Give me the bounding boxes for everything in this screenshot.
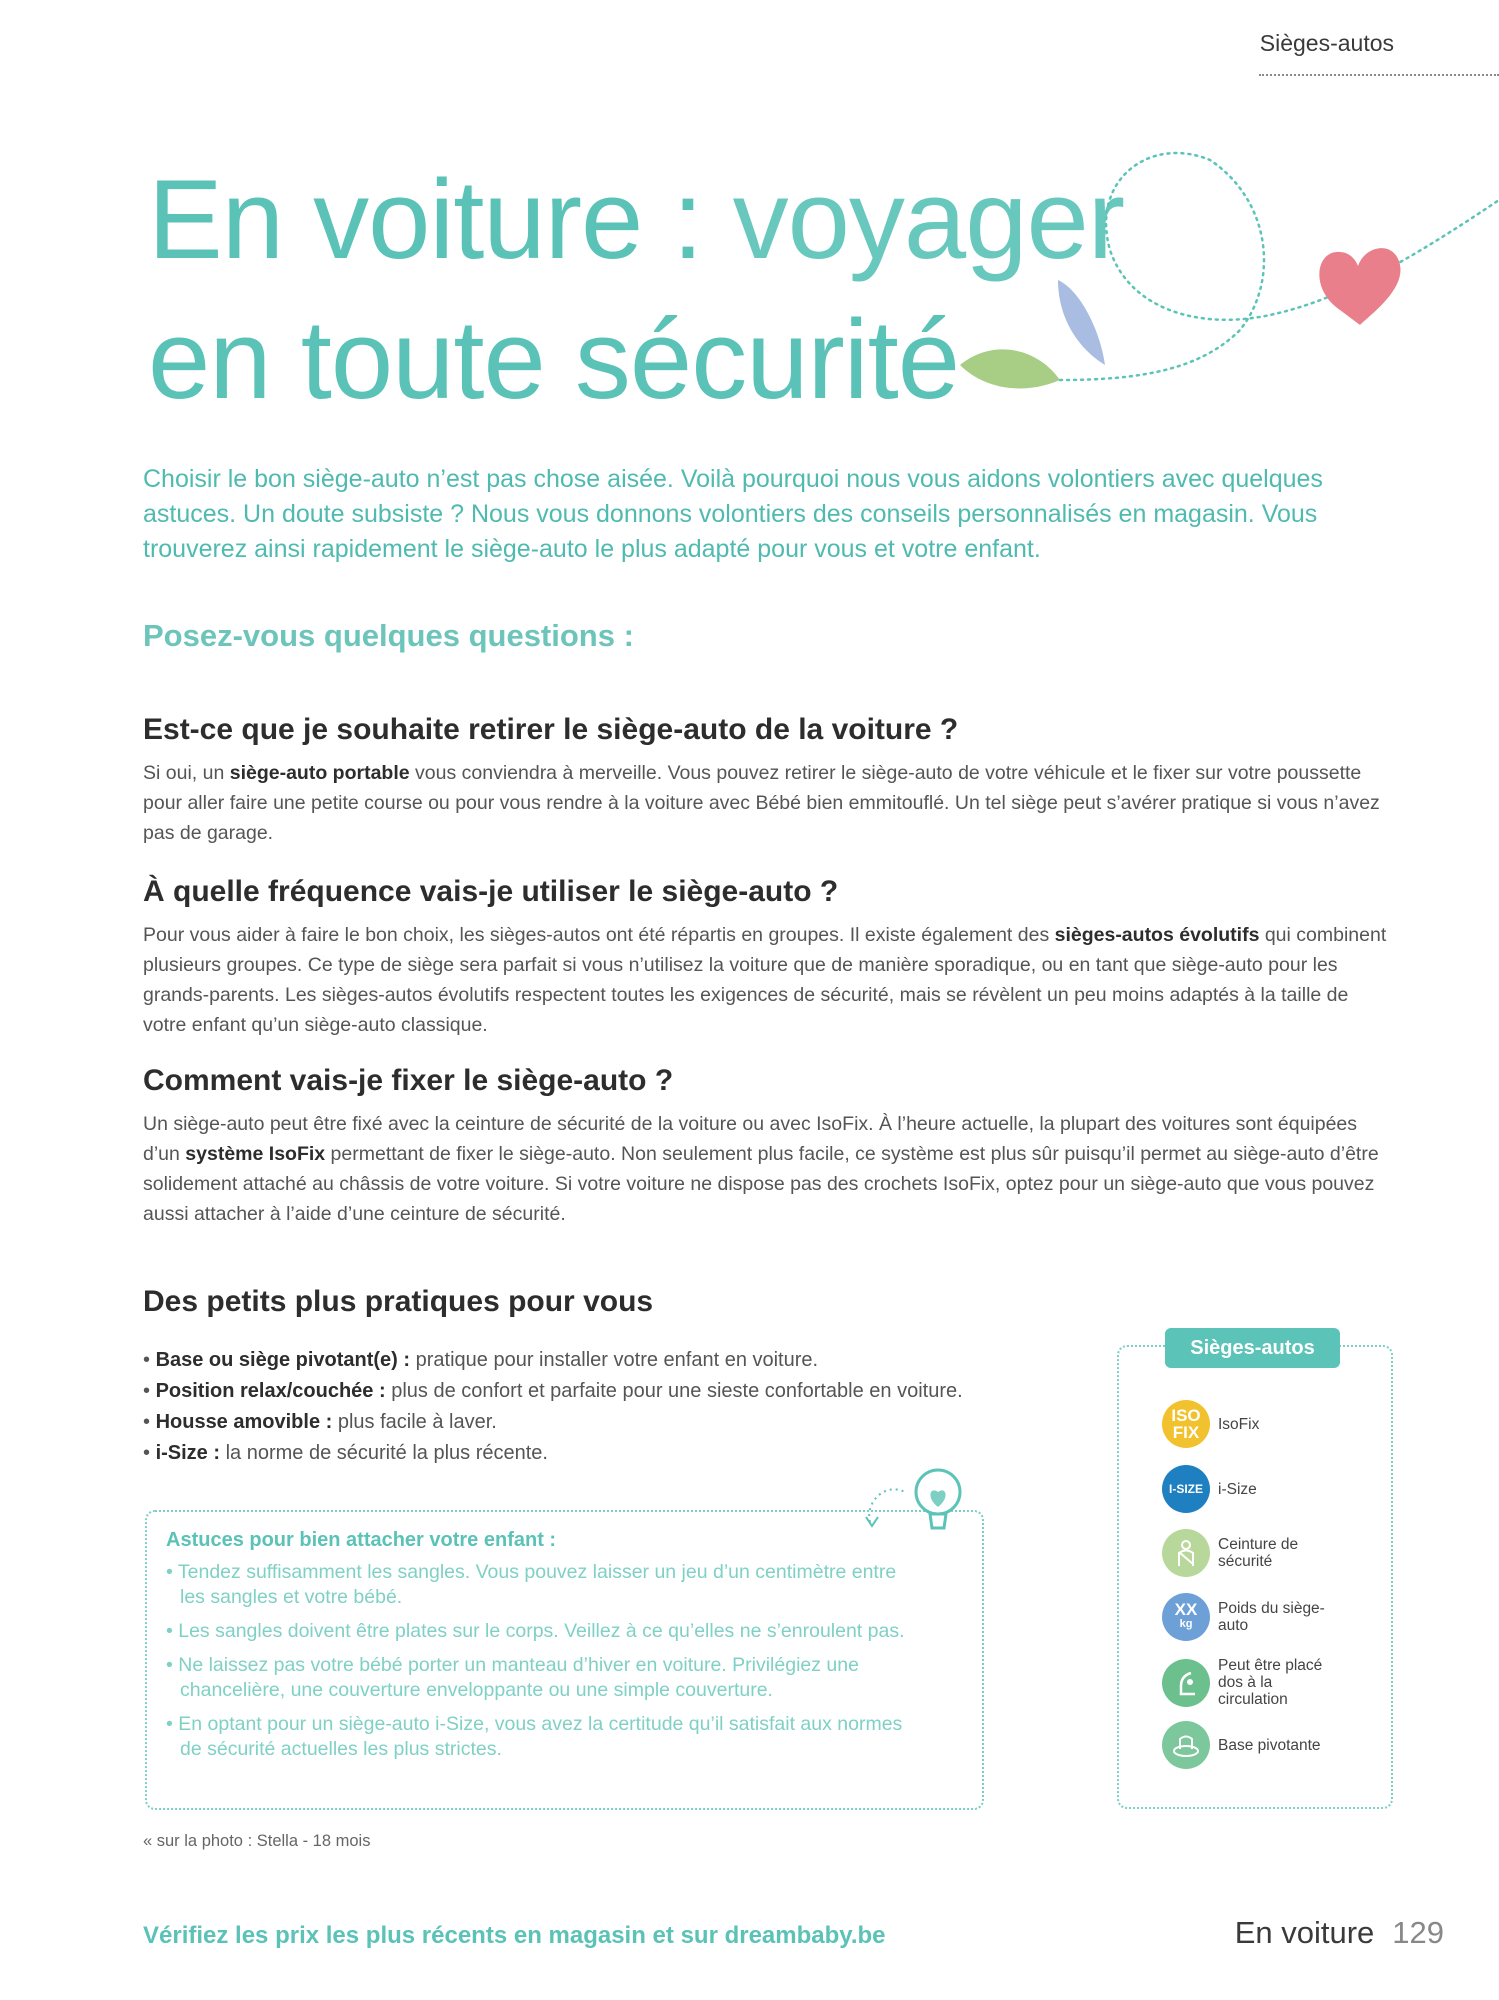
footer-note: Vérifiez les prix les plus récents en magasin et sur dreambaby.be — [143, 1922, 886, 1949]
intro-paragraph: Choisir le bon siège-auto n’est pas chose aisée. Voilà pourquoi nous vous aidons volontiers avec quelques astuces. Un doute subsiste ? Nous vous donnons volontiers des conseils personnalisés en magasin. Vous trouverez ainsi rapidement le siège-auto le plus adapté pour vous et votre enfant. — [143, 465, 1323, 563]
extras-heading: Des petits plus pratiques pour vous — [143, 1285, 654, 1318]
page-number: 129 — [1392, 1915, 1444, 1950]
section-divider — [1259, 74, 1499, 76]
question-answer-1: Si oui, un siège-auto portable vous conviendra à merveille. Vous pouvez retirer le siège-auto de votre véhicule et le fixer sur votre poussette pour aller faire une petite course ou pour vous rendre à la voiture avec Bébé bien emmitouflé. Un tel siège peut s’avérer pratique si vous n’avez pas de garage. — [143, 762, 1380, 844]
extras-list — [143, 1345, 963, 1469]
legend-item-seatbelt — [1162, 1529, 1338, 1577]
footer-section: En voiture — [1234, 1915, 1375, 1950]
title-line1-light: voyager — [732, 157, 1125, 282]
decorative-loop-illustration — [940, 140, 1499, 400]
rear-facing-icon — [1162, 1659, 1210, 1707]
heart-icon — [1319, 248, 1400, 325]
legend-label: Peut être placé dos à la circulation — [1218, 1657, 1323, 1708]
photo-caption: « sur la photo : Stella - 18 mois — [143, 1832, 371, 1850]
legend-label: IsoFix — [1218, 1415, 1260, 1433]
list-item: • Position relax/couchée : plus de confort et parfaite pour une sieste confortable en voiture. — [143, 1380, 963, 1402]
question-answer-2: Pour vous aider à faire le bon choix, les sièges-autos ont été répartis en groupes. Il existe également des sièges-autos évolutifs qui combinent plusieurs groupes. Ce type de siège sera parfait si vous n’utilisez la voiture que de manière sporadique, ou en tant que siège-auto pour les grands-parents. Les sièges-autos évolutifs respectent toutes les exigences de sécurité, mais se révèlent un peu moins adaptés à la taille de votre enfant qu’un siège-auto classique. — [143, 924, 1387, 1036]
isofix-icon: ISO FIX — [1162, 1400, 1210, 1448]
title-line2: en toute sécurité — [148, 297, 960, 422]
blue-leaf-icon — [1058, 280, 1105, 365]
list-item: • i-Size : la norme de sécurité la plus récente. — [143, 1442, 548, 1464]
legend-label: Base pivotante — [1218, 1736, 1321, 1754]
dotted-loop-path — [1060, 153, 1499, 380]
legend-item-isofix — [1162, 1400, 1338, 1448]
question-answer-3: Un siège-auto peut être fixé avec la ceinture de sécurité de la voiture ou avec IsoFix. À l’heure actuelle, la plupart des voitures sont équipées d’un système IsoFix permettant de fixer le siège-auto. Non seulement plus facile, ce système est plus sûr puisqu’il permet au siège-auto d’être solidement attaché au châssis de votre voiture. Si votre voiture ne dispose pas des crochets IsoFix, optez pour un siège-auto que vous pouvez aussi attacher à l’aide d’une ceinture de sécurité. — [143, 1113, 1379, 1225]
list-item: • Ne laissez pas votre bébé porter un manteau d’hiver en voiture. Privilégiez une chancelière, une couverture enveloppante ou une simple couverture. — [166, 1654, 859, 1701]
tips-title: Astuces pour bien attacher votre enfant : — [166, 1529, 557, 1551]
list-item: • Base ou siège pivotant(e) : pratique pour installer votre enfant en voiture. — [143, 1349, 819, 1371]
legend-label: Ceinture de sécurité — [1218, 1536, 1299, 1570]
legend-item-swivel-base — [1162, 1721, 1338, 1769]
isize-icon: I-SIZE — [1162, 1465, 1210, 1513]
question-heading-3: Comment vais-je fixer le siège-auto ? — [143, 1064, 674, 1097]
list-item: • Les sangles doivent être plates sur le corps. Veillez à ce qu’elles ne s’enroulent pas. — [166, 1620, 905, 1642]
weight-icon: XX kg — [1162, 1593, 1210, 1641]
list-item: • Tendez suffisamment les sangles. Vous pouvez laisser un jeu d’un centimètre entre les sangles et votre bébé. — [166, 1561, 897, 1608]
legend-item-isize — [1162, 1465, 1338, 1513]
legend-header: Sièges-autos — [1165, 1328, 1340, 1368]
tips-list — [166, 1560, 926, 1771]
title-line1-bold: En voiture : — [148, 157, 703, 282]
seatbelt-icon — [1162, 1529, 1210, 1577]
lightbulb-icon — [860, 1462, 970, 1542]
green-leaf-icon — [960, 349, 1060, 388]
legend-label: Poids du siège-auto — [1218, 1600, 1325, 1634]
footer-page-info — [1235, 1915, 1444, 1951]
list-item: • En optant pour un siège-auto i-Size, vous avez la certitude qu’il satisfait aux normes de sécurité actuelles les plus strictes. — [166, 1713, 903, 1760]
legend-item-weight — [1162, 1593, 1338, 1641]
question-heading-2: À quelle fréquence vais-je utiliser le siège-auto ? — [143, 875, 839, 908]
legend-label: i-Size — [1218, 1480, 1257, 1498]
questions-subtitle: Posez-vous quelques questions : — [143, 618, 634, 653]
question-heading-1: Est-ce que je souhaite retirer le siège-auto de la voiture ? — [143, 713, 959, 746]
legend-item-rear-facing — [1162, 1657, 1338, 1708]
swivel-base-icon — [1162, 1721, 1210, 1769]
list-item: • Housse amovible : plus facile à laver. — [143, 1411, 497, 1433]
section-label: Sièges-autos — [1259, 30, 1394, 56]
